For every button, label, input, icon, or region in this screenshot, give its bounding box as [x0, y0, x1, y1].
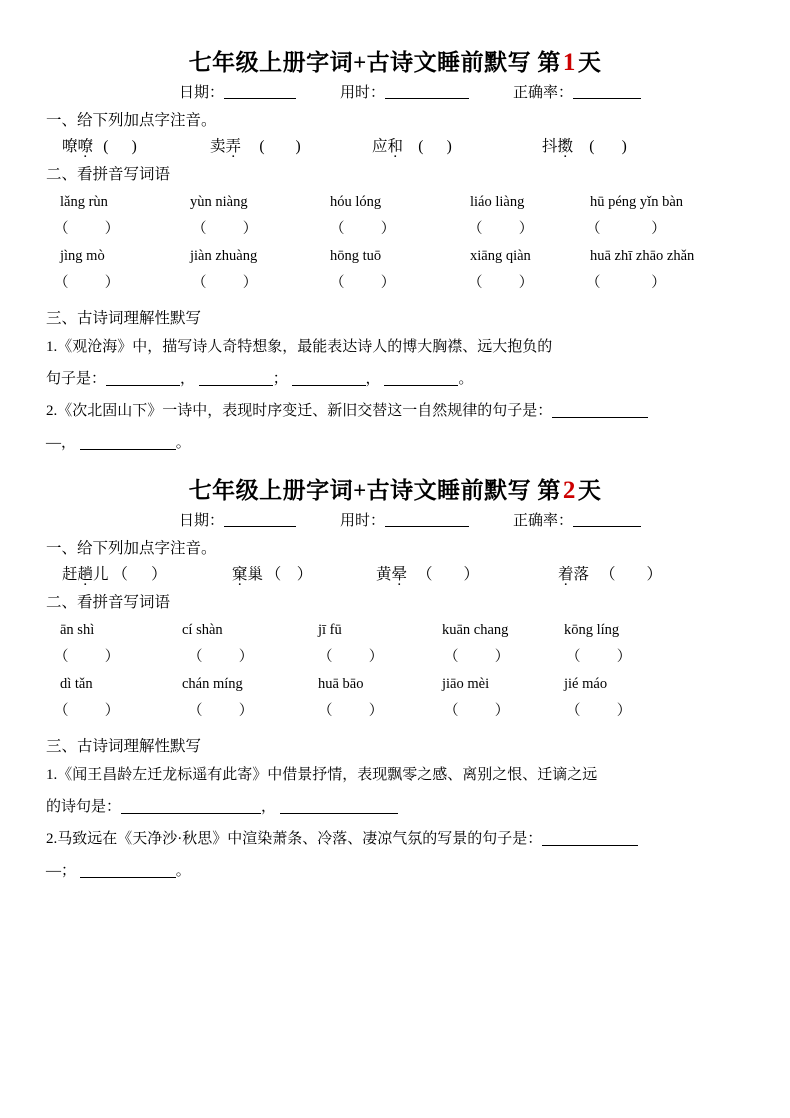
title-prefix: 七年级上册字词+古诗文睡前默写 第 [188, 50, 561, 75]
question-1-day2 [46, 760, 744, 790]
zhuyin-item [376, 562, 558, 584]
pinyin-word: hōng tuō [330, 248, 382, 264]
answer-bracket[interactable]: （ ） [54, 703, 120, 719]
question-1-answer-line-day1: 句子是： ， ； ， 。 [46, 371, 474, 387]
pinyin-word: lǎng rùn [60, 194, 108, 210]
question-text: 2.《次北固山下》一诗中，表现时序变迁、新旧交替这一自然规律的句子是： [46, 403, 553, 419]
date-label: 日期： [178, 85, 224, 101]
question-1-answer-line-day2: 的诗句是： ， [46, 792, 744, 822]
section-2-heading-day1: 二、看拼音写词语 [46, 166, 171, 183]
zhuyin-answer-blank[interactable]: （ ） [417, 566, 480, 583]
zhuyin-row-day1 [46, 134, 744, 156]
zhuyin-item [62, 562, 232, 584]
title-prefix: 七年级上册字词+古诗文睡前默写 第 [188, 478, 561, 503]
pinyin-word: hóu lóng [330, 194, 382, 210]
answer-bracket[interactable]: （ ） [444, 649, 510, 665]
zhuyin-word: 窠巢 [232, 566, 264, 583]
answer-blank[interactable] [80, 435, 176, 450]
section-3-heading-day1: 三、古诗词理解性默写 [46, 310, 202, 327]
answer-bracket-row [46, 699, 744, 720]
page-title-day2 [46, 472, 744, 505]
zhuyin-word: 黄晕 [376, 566, 408, 583]
answer-bracket[interactable]: （ ） [318, 703, 384, 719]
zhuyin-answer-blank[interactable]: （ ） [112, 566, 167, 583]
pinyin-row [46, 676, 744, 693]
answer-bracket[interactable]: （ ） [318, 649, 384, 665]
day-number: 2 [562, 477, 576, 504]
answer-bracket[interactable]: （ ） [566, 649, 632, 665]
zhuyin-item [558, 562, 673, 584]
question-1-day1 [46, 332, 744, 362]
day-block-2 [46, 472, 744, 886]
answer-bracket[interactable]: （ ） [188, 703, 254, 719]
duration-label: 用时： [339, 85, 385, 101]
pinyin-word: xiāng qiàn [470, 248, 531, 264]
accuracy-blank[interactable] [573, 512, 641, 527]
pinyin-word: huā zhī zhāo zhǎn [590, 248, 695, 264]
zhuyin-answer-blank[interactable]: ( ) [103, 138, 137, 155]
pinyin-row [46, 248, 744, 265]
pinyin-word: jìng mò [60, 248, 105, 264]
answer-bracket[interactable]: （ ） [468, 275, 534, 291]
pinyin-word: jī fū [318, 622, 342, 638]
pinyin-word: huā bāo [318, 676, 364, 692]
meta-row-day1 [46, 81, 744, 102]
accuracy-label: 正确率： [513, 85, 574, 101]
day-block-1 [46, 44, 744, 458]
title-suffix: 天 [577, 478, 602, 503]
accuracy-blank[interactable] [573, 84, 641, 99]
title-suffix: 天 [577, 50, 602, 75]
duration-blank[interactable] [385, 512, 469, 527]
zhuyin-answer-blank[interactable]: ( ) [589, 138, 627, 155]
answer-blank[interactable] [80, 863, 176, 878]
question-text: 1.《观沧海》中，描写诗人奇特想象，最能表达诗人的博大胸襟、远大抱负的 [46, 339, 553, 355]
answer-bracket-row [46, 271, 744, 292]
pinyin-word: jiàn zhuàng [190, 248, 258, 264]
question-text: 2.马致远在《天净沙·秋思》中渲染萧条、冷落、凄凉气氛的写景的句子是： [46, 831, 543, 847]
question-2-answer-line-day1: —， 。 [46, 435, 191, 451]
accuracy-label: 正确率： [513, 513, 574, 529]
zhuyin-answer-blank[interactable]: （ ） [265, 566, 313, 583]
section-2-heading-day2: 二、看拼音写词语 [46, 594, 171, 611]
answer-bracket[interactable]: （ ） [192, 275, 258, 291]
zhuyin-word: 卖弄 [210, 138, 242, 155]
question-text: 句子是： [46, 371, 107, 387]
accuracy-field [513, 81, 641, 102]
answer-bracket[interactable]: （ ） [330, 275, 396, 291]
pinyin-word: kuān chang [442, 622, 509, 638]
pinyin-word: liáo liàng [470, 194, 525, 210]
page-title-day1 [46, 44, 744, 77]
pinyin-word: dì tǎn [60, 676, 93, 692]
pinyin-word: yùn niàng [190, 194, 248, 210]
date-field [179, 509, 296, 530]
answer-bracket[interactable]: （ ） [192, 221, 258, 237]
answer-bracket[interactable]: （ ） [54, 649, 120, 665]
answer-bracket-row [46, 645, 744, 666]
zhuyin-word: 应和 [372, 138, 404, 155]
zhuyin-item [542, 134, 643, 156]
zhuyin-item [372, 134, 542, 156]
zhuyin-answer-blank[interactable]: ( ) [418, 138, 452, 155]
day-number: 1 [562, 49, 576, 76]
answer-bracket[interactable]: （ ） [54, 275, 120, 291]
zhuyin-answer-blank[interactable]: ( ) [259, 138, 301, 155]
answer-bracket[interactable]: （ ） [566, 703, 632, 719]
pinyin-row [46, 194, 744, 211]
pinyin-word: kōng líng [564, 622, 620, 638]
question-2-day2 [46, 824, 744, 854]
zhuyin-item [62, 134, 210, 156]
answer-blank[interactable] [552, 403, 648, 418]
meta-row-day2 [46, 509, 744, 530]
section-3-heading-day2: 三、古诗词理解性默写 [46, 738, 202, 755]
answer-bracket[interactable]: （ ） [444, 703, 510, 719]
date-field [179, 81, 296, 102]
date-blank[interactable] [224, 512, 296, 527]
answer-blank[interactable] [121, 799, 261, 814]
answer-bracket[interactable]: （ ） [330, 221, 396, 237]
pinyin-word: chán míng [182, 676, 243, 692]
zhuyin-word: 着落 [558, 566, 590, 583]
zhuyin-item [232, 562, 376, 584]
zhuyin-word: 嘹嘹 [62, 138, 94, 155]
pinyin-word: cí shàn [182, 622, 223, 638]
accuracy-field [513, 509, 641, 530]
duration-label: 用时： [339, 513, 385, 529]
answer-bracket[interactable]: （ ） [586, 275, 666, 291]
answer-blank[interactable] [292, 371, 366, 386]
section-1-heading-day1: 一、给下列加点字注音。 [46, 112, 217, 129]
question-2-day1 [46, 396, 744, 426]
question-2-answer-line-day2: —； 。 [46, 863, 191, 879]
answer-blank[interactable] [199, 371, 273, 386]
section-1-heading-day2: 一、给下列加点字注音。 [46, 540, 217, 557]
question-text: 1.《闻王昌龄左迁龙标遥有此寄》中借景抒情，表现飘零之感、离别之恨、迁谪之远 [46, 767, 598, 783]
zhuyin-word: 赶趟儿 [62, 566, 109, 583]
pinyin-word: hū péng yǐn bàn [590, 194, 684, 210]
answer-blank[interactable] [542, 831, 638, 846]
answer-blank[interactable] [280, 799, 398, 814]
answer-bracket[interactable]: （ ） [468, 221, 534, 237]
zhuyin-word: 抖擞 [542, 138, 574, 155]
pinyin-word: jié máo [564, 676, 608, 692]
answer-bracket[interactable]: （ ） [586, 221, 666, 237]
question-text: 的诗句是： [46, 799, 122, 815]
answer-bracket[interactable]: （ ） [188, 649, 254, 665]
zhuyin-item [210, 134, 372, 156]
date-label: 日期： [178, 513, 224, 529]
duration-field [340, 81, 469, 102]
zhuyin-answer-blank[interactable]: （ ） [600, 566, 663, 583]
pinyin-word: ān shì [60, 622, 95, 638]
answer-bracket-row [46, 217, 744, 238]
duration-field [340, 509, 469, 530]
zhuyin-row-day2 [46, 562, 744, 584]
pinyin-row [46, 622, 744, 639]
answer-blank[interactable] [106, 371, 180, 386]
duration-blank[interactable] [385, 84, 469, 99]
date-blank[interactable] [224, 84, 296, 99]
pinyin-word: jiāo mèi [442, 676, 490, 692]
answer-blank[interactable] [384, 371, 458, 386]
answer-bracket[interactable]: （ ） [54, 221, 120, 237]
